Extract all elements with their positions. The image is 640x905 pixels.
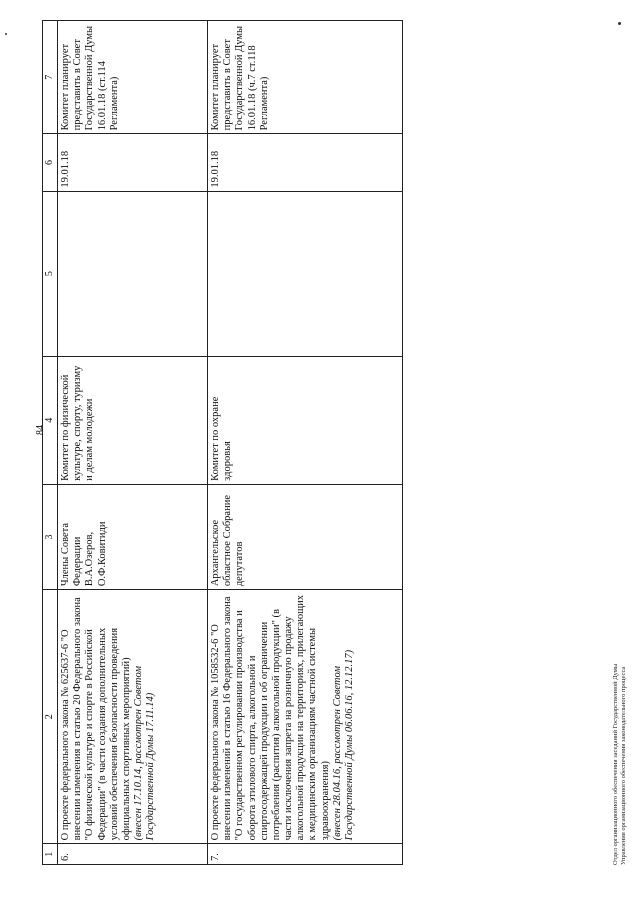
column-5-cell bbox=[58, 191, 208, 356]
column-5-cell bbox=[208, 191, 403, 356]
header-cell-6: 6 bbox=[43, 134, 58, 191]
bill-description bbox=[58, 590, 208, 844]
row-number: 6. bbox=[58, 844, 208, 865]
plan-cell: Комитет планирует представить в Совет Государственной Думы 16.01.18 (ч.7 ст.118 Регламента) bbox=[208, 21, 403, 134]
footer-line-1: Отдел организационного обеспечения заседаний Государственной Думы bbox=[612, 663, 619, 865]
bill-note: (внесен 28.04.16, рассмотрен Советом Государственной Думы 06.06.16, 12.12.17) bbox=[331, 649, 355, 841]
bill-title: О проекте федерального закона № 1058532-6 "О внесении изменений в статью 16 Федерального закона "О государственном регулировании производства и оборота этилового спирта, алкогольной и спиртосодержащей продукции и об ограничении потребления (распития) алкогольной продукции" (в части исключения запрета на розничную продажу алкогольной продукции на территориях, прилегающих к медицинским организациям частной системы здравоохранения) bbox=[210, 594, 331, 841]
date-cell: 19.01.18 bbox=[58, 134, 208, 191]
bill-description bbox=[208, 590, 403, 844]
bill-initiator: Члены Совета Федерации В.А.Озеров, О.Ф.Ковитиди bbox=[58, 484, 208, 589]
table-row bbox=[58, 21, 208, 865]
page-footer bbox=[612, 664, 629, 865]
scan-mark bbox=[5, 33, 7, 35]
responsible-committee: Комитет по охране здоровья bbox=[208, 356, 403, 484]
footer-line-2: Управления организационного обеспечения законодательного процесса bbox=[620, 666, 628, 865]
header-cell-5: 5 bbox=[43, 191, 58, 356]
table-row bbox=[208, 21, 403, 865]
responsible-committee: Комитет по физической культуре, спорту, туризму и делам молодежи bbox=[58, 356, 208, 484]
scan-dot bbox=[618, 22, 621, 25]
plan-cell: Комитет планирует представить в Совет Государственной Думы 16.01.18 (ст.114 Регламента) bbox=[58, 21, 208, 134]
header-cell-7: 7 bbox=[43, 21, 58, 134]
header-cell-2: 2 bbox=[43, 590, 58, 844]
page-number: 84 bbox=[35, 425, 46, 435]
date-cell: 19.01.18 bbox=[208, 134, 403, 191]
bill-note: (внесен 17.10.14, рассмотрен Советом Государственной Думы 17.11.14) bbox=[133, 665, 157, 841]
bill-title: О проекте федерального закона № 625637-6 "О внесении изменения в статью 20 Федерального закона "О физической культуре и спорте в Российской Федерации" (в части создания дополнительных условий обеспечения безопасности проведения официальных спортивных мероприятий) bbox=[60, 597, 132, 841]
row-number: 7. bbox=[208, 844, 403, 865]
bill-initiator: Архангельское областное Собрание депутатов bbox=[208, 484, 403, 589]
header-cell-4: 4 bbox=[43, 356, 58, 484]
table-header-row bbox=[43, 21, 58, 865]
agenda-table bbox=[42, 20, 403, 865]
header-cell-1: 1 bbox=[43, 844, 58, 865]
header-cell-3: 3 bbox=[43, 484, 58, 589]
